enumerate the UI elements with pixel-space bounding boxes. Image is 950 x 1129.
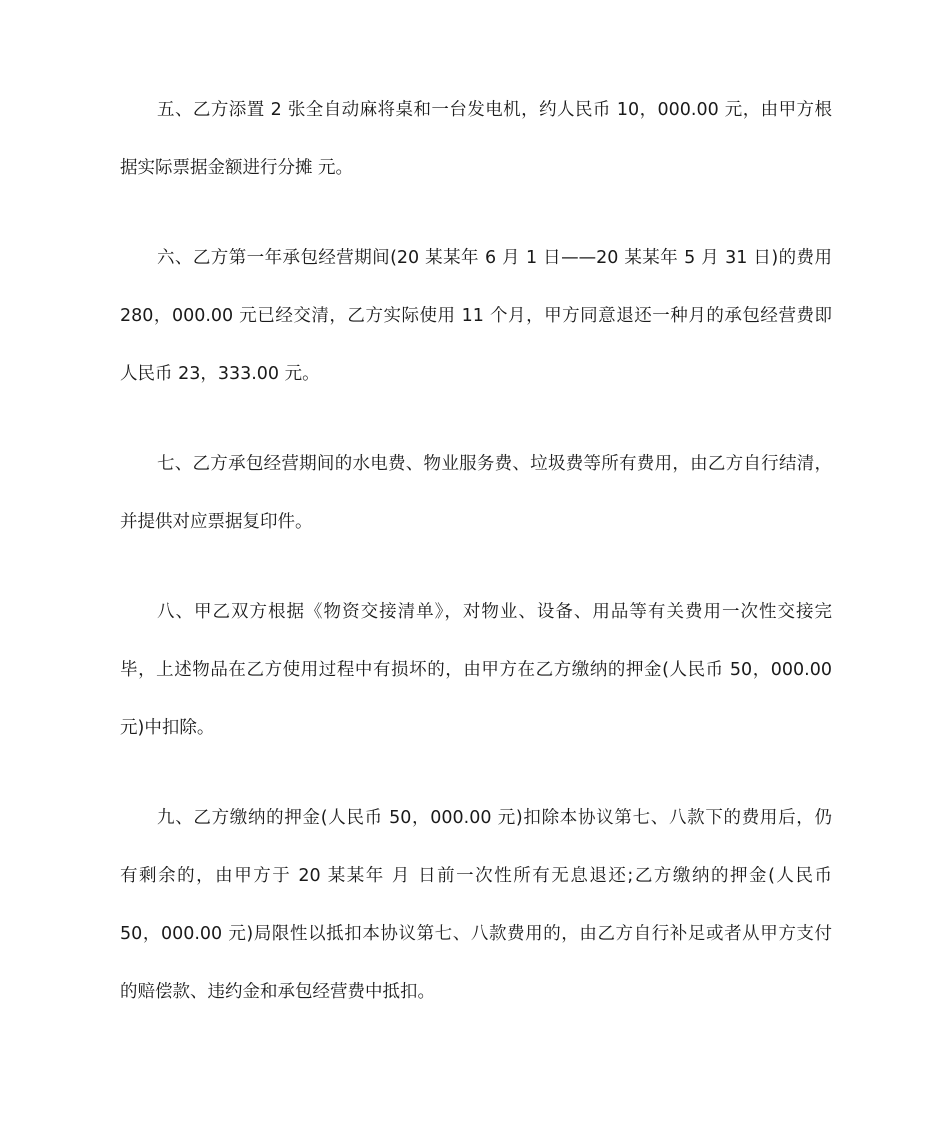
clause-5-line-2: 据实际票据金额进行分摊 元。: [120, 158, 354, 178]
clause-9-line-2: 有剩余的，由甲方于 20 某某年 月 日前一次性所有无息退还;乙方缴纳的押金(人民币: [120, 866, 832, 886]
clause-7-line-1: 七、乙方承包经营期间的水电费、物业服务费、垃圾费等所有费用，由乙方自行结清，: [157, 454, 832, 474]
clause-9-paragraph: [120, 789, 832, 1021]
clause-9-line-1: 九、乙方缴纳的押金(人民币 50，000.00 元)扣除本协议第七、八款下的费用后，仍: [157, 808, 832, 828]
clause-6-line-2: 280，000.00 元已经交清，乙方实际使用 11 个月，甲方同意退还一种月的承包经营费即: [120, 306, 832, 326]
clause-8-line-2: 毕，上述物品在乙方使用过程中有损坏的，由甲方在乙方缴纳的押金(人民币 50，000.00: [120, 660, 832, 680]
clause-9-line-4: 的赔偿款、违约金和承包经营费中抵扣。: [120, 982, 435, 1002]
clause-9-line-3: 50，000.00 元)局限性以抵扣本协议第七、八款费用的，由乙方自行补足或者从甲方支付: [120, 924, 832, 944]
clause-8-line-1: 八、甲乙双方根据《物资交接清单》，对物业、设备、用品等有关费用一次性交接完: [157, 602, 832, 622]
clause-5-line-1: 五、乙方添置 2 张全自动麻将桌和一台发电机，约人民币 10，000.00 元，由甲方根: [157, 100, 832, 120]
document-body: [120, 81, 832, 1053]
clause-6-paragraph: [120, 229, 832, 403]
clause-7-line-2: 并提供对应票据复印件。: [120, 512, 313, 532]
clause-8-line-3: 元)中扣除。: [120, 718, 215, 738]
clause-6-line-3: 人民币 23，333.00 元。: [120, 364, 320, 384]
clause-6-line-1: 六、乙方第一年承包经营期间(20 某某年 6 月 1 日——20 某某年 5 月 31 日)的费用: [157, 248, 832, 268]
clause-7-paragraph: [120, 435, 832, 551]
clause-8-paragraph: [120, 583, 832, 757]
clause-5-paragraph: [120, 81, 832, 197]
